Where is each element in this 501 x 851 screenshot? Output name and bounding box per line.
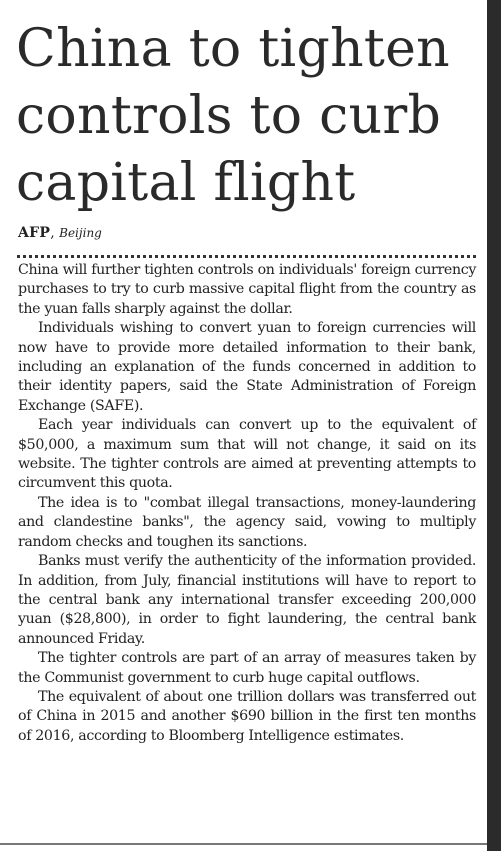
article-paragraph: Individuals wishing to convert yuan to foreign currencies will now have to provide more detailed information to their bank, including an explanation of the funds concerned in addition to their identity papers, said the State Administration of Foreign Exchange (SAFE).	[18, 320, 476, 414]
byline-city: Beijing	[59, 226, 102, 240]
article-paragraph: The equivalent of about one trillion dollars was transferred out of China in 2015 and another $690 billion in the first ten months of 2016, according to Bloomberg Intelligence estimates.	[18, 688, 476, 744]
article-paragraph: The idea is to "combat illegal transactions, money-laundering and clandestine banks", the agency said, vowing to multiply random checks and toughen its sanctions.	[18, 494, 476, 550]
bottom-divider	[0, 843, 487, 845]
article-paragraph: China will further tighten controls on individuals' foreign currency purchases to try to curb massive capital flight from the country as the yuan falls sharply against the dollar.	[18, 262, 476, 317]
article-body	[18, 261, 476, 746]
article-paragraph: Banks must verify the authenticity of the information provided. In addition, from July, financial institutions will have to report to the central bank any international transfer exceeding 200,000 yuan ($28,800), in order to fight laundering, the central bank announced Friday.	[18, 553, 476, 647]
dotted-divider	[17, 255, 476, 258]
article-paragraph: Each year individuals can convert up to the equivalent of $50,000, a maximum sum that will not change, it said on its website. The tighter controls are aimed at preventing attempts to circumvent this quota.	[18, 417, 476, 492]
article-paragraph: The tighter controls are part of an array of measures taken by the Communist government to curb huge capital outflows.	[18, 650, 476, 686]
byline-agency: AFP	[18, 225, 51, 241]
headline: China to tighten controls to curb capital flight	[16, 19, 450, 213]
byline-separator: ,	[50, 225, 60, 241]
byline	[18, 224, 102, 242]
page-edge-shadow	[487, 0, 501, 851]
